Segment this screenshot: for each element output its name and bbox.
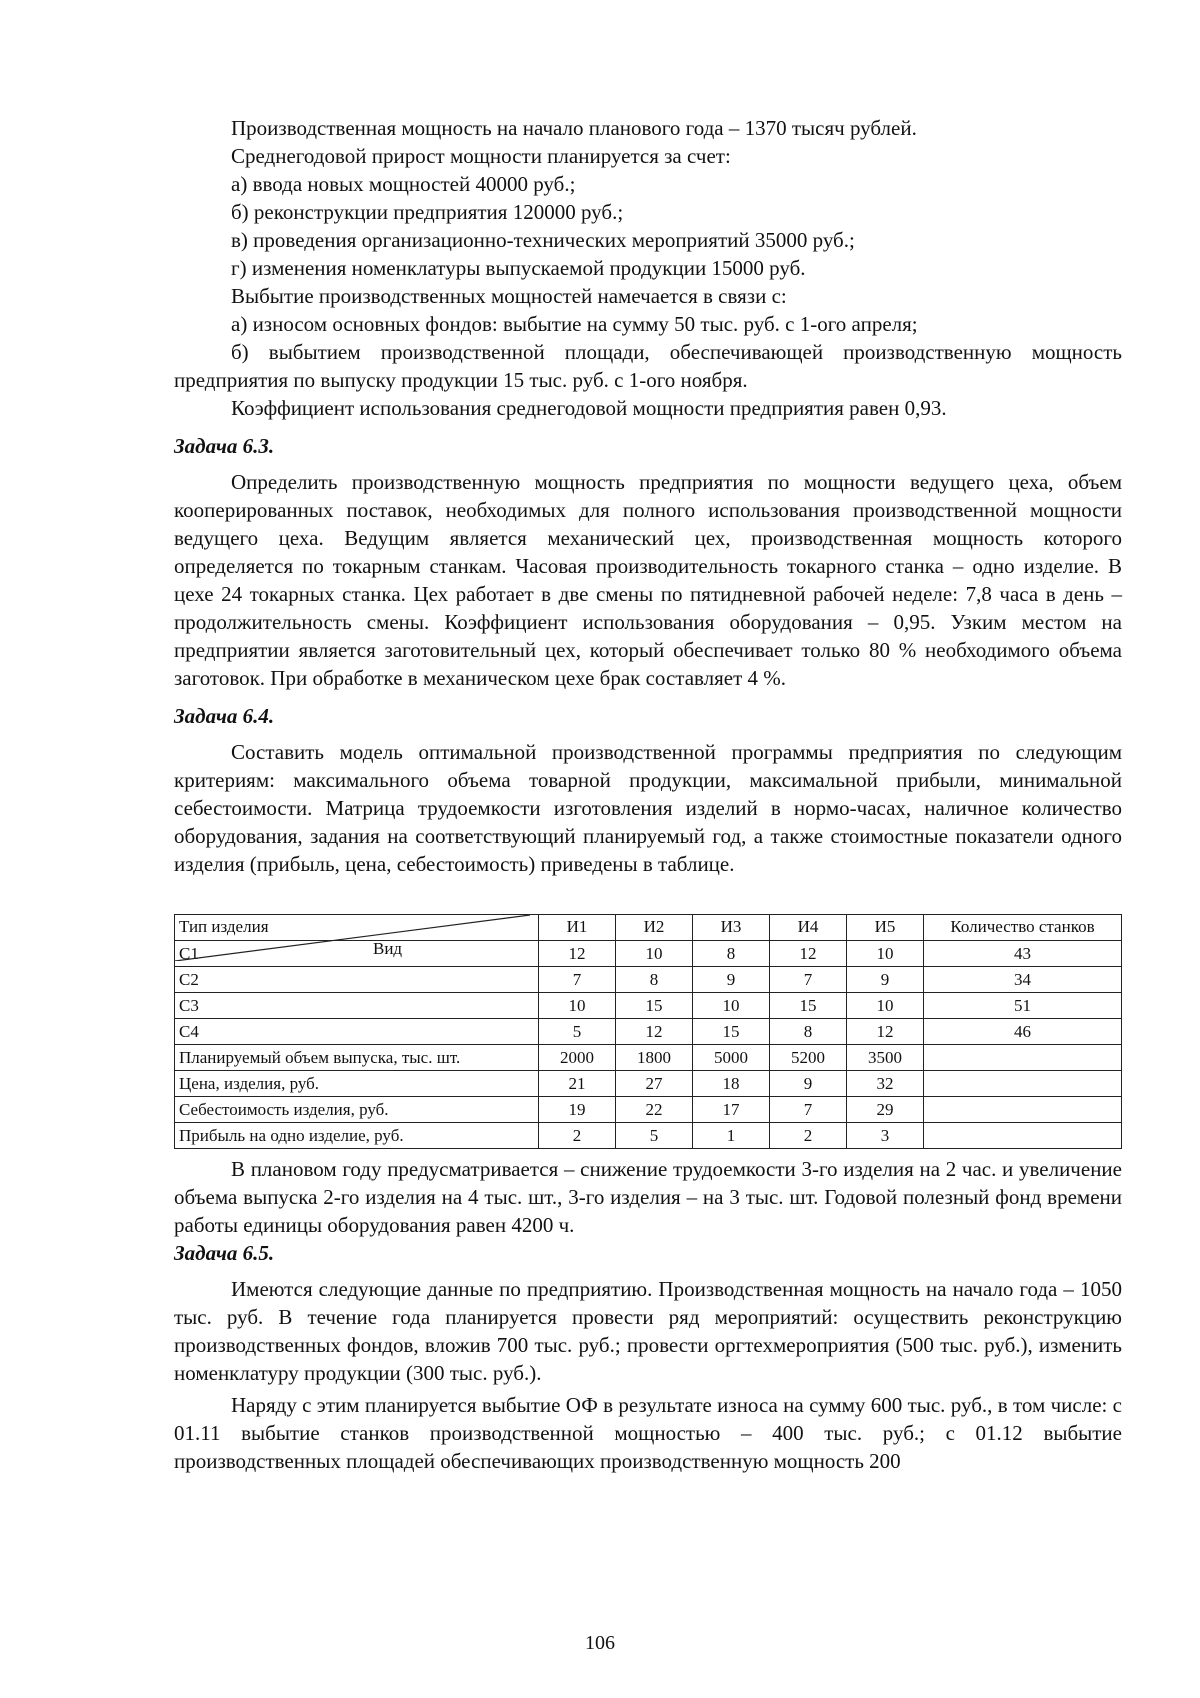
table-cell: 10 [847, 941, 924, 967]
table-cell: 12 [539, 941, 616, 967]
table-cell: 19 [539, 1097, 616, 1123]
table-header-row [175, 915, 1122, 941]
paragraph: Имеются следующие данные по предприятию. Производственная мощность на начало года – 1050 тыс. руб. В течение года планируется провести ряд мероприятий: осуществить реконструкцию производственных фондов, вложив 700 тыс. руб.; провести оргтехмероприятия (500 тыс. руб.), изменить номенклатуру продукции (300 тыс. руб.). [174, 1277, 1122, 1385]
table-cell: 27 [616, 1071, 693, 1097]
page-content [174, 114, 1122, 1475]
table-row [175, 1097, 1122, 1123]
paragraph: Определить производственную мощность предприятия по мощности ведущего цеха, объем кооперированных поставок, необходимых для полного использования производственной мощности ведущего цеха. Ведущим является механический цех, производственная мощность которого определяется по токарным станкам. Часовая производительность токарного станка – одно изделие. В цехе 24 токарных станка. Цех работает в две смены по пятидневной рабочей неделе: 7,8 часа в день – продолжительность смены. Коэффициент использования оборудования – 0,95. Узким местом на предприятии является заготовительный цех, который обеспечивает только 80 % необходимого объема заготовок. При обработке в механическом цехе брак составляет 4 %. [174, 470, 1122, 690]
table-cell: 2000 [539, 1045, 616, 1071]
text-line: Среднегодовой прирост мощности планируется за счет: [231, 144, 731, 168]
table-cell: 46 [924, 1019, 1122, 1045]
table-cell: 8 [693, 941, 770, 967]
table-cell: 10 [693, 993, 770, 1019]
column-header: И4 [770, 915, 847, 941]
table-cell: 10 [539, 993, 616, 1019]
paragraph: В плановом году предусматривается – снижение трудоемкости 3-го изделия на 2 час. и увеличение объема выпуска 2-го изделия на 4 тыс. шт., 3-го изделия – на 3 тыс. шт. Годовой полезный фонд времени работы единицы оборудования равен 4200 ч. [174, 1157, 1122, 1237]
table-cell: 51 [924, 993, 1122, 1019]
table-cell: 9 [770, 1071, 847, 1097]
table-cell: 15 [770, 993, 847, 1019]
column-header: Количество станков [924, 915, 1122, 941]
row-label: Себестоимость изделия, руб. [175, 1097, 539, 1123]
table-cell: 8 [616, 967, 693, 993]
table-cell: 5 [539, 1019, 616, 1045]
text-line: а) ввода новых мощностей 40000 руб.; [231, 172, 576, 196]
table-row [175, 993, 1122, 1019]
row-label: С3 [175, 993, 539, 1019]
table-cell: 15 [693, 1019, 770, 1045]
corner-label-top: Тип изделия [179, 917, 269, 936]
table-cell: 17 [693, 1097, 770, 1123]
table-cell: 29 [847, 1097, 924, 1123]
table-cell: 1800 [616, 1045, 693, 1071]
row-label: Цена, изделия, руб. [175, 1071, 539, 1097]
task-heading: Задача 6.5. [174, 1241, 275, 1265]
table-cell: 10 [847, 993, 924, 1019]
table-cell: 3500 [847, 1045, 924, 1071]
column-header: И3 [693, 915, 770, 941]
row-label: С2 [175, 967, 539, 993]
table-cell [924, 1097, 1122, 1123]
table-cell: 21 [539, 1071, 616, 1097]
table-cell: 10 [616, 941, 693, 967]
paragraph: Составить модель оптимальной производственной программы предприятия по следующим критериям: максимального объема товарной продукции, максимальной прибыли, минимальной себестоимости. Матрица трудоемкости изготовления изделий в нормо-часах, наличное количество оборудования, задания на соответствующий планируемый год, а также стоимостные показатели одного изделия (прибыль, цена, себестоимость) приведены в таблице. [174, 740, 1122, 876]
table-cell [924, 1071, 1122, 1097]
table-cell: 15 [616, 993, 693, 1019]
table-cell: 9 [693, 967, 770, 993]
table-cell: 1 [693, 1123, 770, 1149]
table-cell: 5 [616, 1123, 693, 1149]
text-line: в) проведения организационно-технических мероприятий 35000 руб.; [231, 228, 855, 252]
table-cell: 5000 [693, 1045, 770, 1071]
table-row [175, 1071, 1122, 1097]
table-row [175, 1123, 1122, 1149]
page-number: 106 [585, 1632, 615, 1654]
data-table [174, 914, 1122, 1149]
task-heading: Задача 6.4. [174, 704, 275, 728]
table-cell: 43 [924, 941, 1122, 967]
table-cell: 32 [847, 1071, 924, 1097]
table-cell: 8 [770, 1019, 847, 1045]
table-cell: 2 [539, 1123, 616, 1149]
text-line: Выбытие производственных мощностей намечается в связи с: [231, 284, 787, 308]
table-cell: 12 [847, 1019, 924, 1045]
row-label: Прибыль на одно изделие, руб. [175, 1123, 539, 1149]
text-line: г) изменения номенклатуры выпускаемой продукции 15000 руб. [231, 256, 806, 280]
paragraph: б) выбытием производственной площади, обеспечивающей производственную мощность предприятия по выпуску продукции 15 тыс. руб. с 1-ого ноября. [174, 340, 1122, 392]
text-line: Производственная мощность на начало планового года – 1370 тысяч рублей. [231, 116, 917, 140]
table-cell: 9 [847, 967, 924, 993]
table-row [175, 967, 1122, 993]
corner-label-bottom: Вид [373, 939, 403, 958]
table-cell: 7 [539, 967, 616, 993]
table-cell: 3 [847, 1123, 924, 1149]
paragraph: Наряду с этим планируется выбытие ОФ в результате износа на сумму 600 тыс. руб., в том числе: с 01.11 выбытие станков производственной мощностью – 400 тыс. руб.; с 01.12 выбытие производственных площадей обеспечивающих производственную мощность 200 [174, 1393, 1122, 1473]
row-label: С4 [175, 1019, 539, 1045]
text-line: б) реконструкции предприятия 120000 руб.; [231, 200, 624, 224]
table-cell [924, 1123, 1122, 1149]
table-row [175, 1045, 1122, 1071]
table-cell: 5200 [770, 1045, 847, 1071]
column-header: И5 [847, 915, 924, 941]
task-heading: Задача 6.3. [174, 434, 275, 458]
table-cell: 12 [616, 1019, 693, 1045]
table-row [175, 1019, 1122, 1045]
row-label: С1 [175, 941, 539, 967]
table-cell: 7 [770, 967, 847, 993]
table-cell [924, 1045, 1122, 1071]
column-header: И2 [616, 915, 693, 941]
table-cell: 18 [693, 1071, 770, 1097]
text-line: а) износом основных фондов: выбытие на сумму 50 тыс. руб. с 1-ого апреля; [231, 312, 918, 336]
row-label: Планируемый объем выпуска, тыс. шт. [175, 1045, 539, 1071]
table-cell: 7 [770, 1097, 847, 1123]
table-cell: 2 [770, 1123, 847, 1149]
text-line: Коэффициент использования среднегодовой мощности предприятия равен 0,93. [231, 396, 947, 420]
table-cell: 22 [616, 1097, 693, 1123]
table-cell: 34 [924, 967, 1122, 993]
table-cell: 12 [770, 941, 847, 967]
column-header: И1 [539, 915, 616, 941]
